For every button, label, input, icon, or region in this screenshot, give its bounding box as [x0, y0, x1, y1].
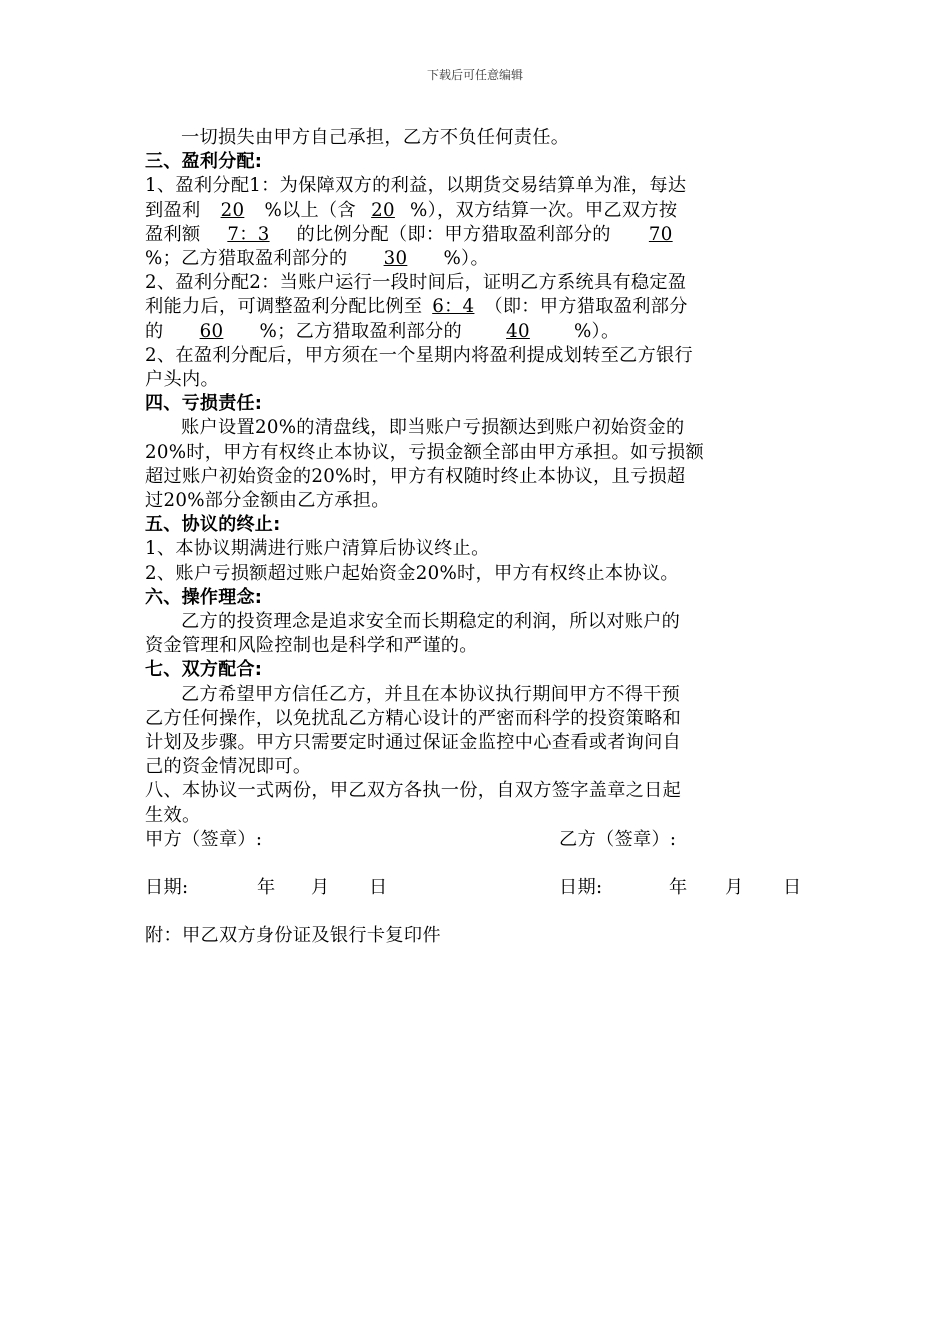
text-line	[145, 295, 813, 319]
text-line: 2、盈利分配2：当账户运行一段时间后，证明乙方系统具有稳定盈	[145, 272, 687, 294]
text-segment: %；乙方猎取盈利部分的	[145, 248, 348, 270]
text-line: 2、账户亏损额超过账户起始资金20%时，甲方有权终止本协议。	[145, 562, 679, 584]
filled-blank: 30	[383, 248, 408, 270]
filled-blank: 7：3	[227, 223, 270, 245]
date-day-a: 日	[369, 876, 388, 898]
text-line: 乙方的投资理念是追求安全而长期稳定的利润，所以对账户的	[181, 611, 681, 633]
filled-blank: 20	[220, 199, 245, 221]
text-line: 户头内。	[145, 369, 219, 391]
text-segment: %以上（含	[264, 199, 357, 221]
text-line: 过20%部分金额由乙方承担。	[145, 490, 390, 512]
text-line	[145, 199, 813, 223]
text-segment: %）。	[573, 320, 620, 342]
section-title-cooperation: 七、双方配合:	[145, 659, 263, 681]
text-line: 2、在盈利分配后，甲方须在一个星期内将盈利提成划转至乙方银行	[145, 344, 694, 366]
text-segment: 利能力后，可调整盈利分配比例至	[145, 296, 423, 318]
section-title-termination: 五、协议的终止:	[145, 514, 281, 536]
signature-row	[145, 828, 813, 852]
text-line: 资金管理和风险控制也是科学和严谨的。	[145, 635, 478, 657]
text-line: 计划及步骤。甲方只需要定时通过保证金监控中心查看或者询问自	[145, 732, 682, 754]
text-line: 生效。	[145, 804, 201, 826]
text-segment: （即：甲方猎取盈利部分	[484, 296, 688, 318]
filled-blank: 60	[199, 320, 224, 342]
date-row	[145, 876, 813, 900]
attachment-note: 附：甲乙双方身份证及银行卡复印件	[145, 924, 441, 946]
spacer	[145, 900, 813, 924]
filled-blank: 40	[506, 320, 530, 342]
text-line: 20%时，甲方有权终止本协议，亏损金额全部由甲方承担。如亏损额	[145, 441, 704, 463]
date-label-a: 日期:	[145, 876, 189, 898]
text-line: 一切损失由甲方自己承担，乙方不负任何责任。	[181, 127, 570, 148]
text-line: 己的资金情况即可。	[145, 756, 312, 778]
text-line: 1、本协议期满进行账户清算后协议终止。	[145, 538, 490, 560]
spacer	[145, 852, 813, 876]
text-line: 1、盈利分配1：为保障双方的利益，以期货交易结算单为准，每达	[145, 175, 687, 197]
text-line: 八、本协议一式两份，甲乙双方各执一份，自双方签字盖章之日起	[145, 780, 682, 802]
date-year-b: 年	[669, 876, 688, 898]
filled-blank: 6：4	[432, 296, 475, 318]
date-month-b: 月	[725, 876, 744, 898]
signature-party-a: 甲方（签章）:	[145, 828, 263, 850]
text-segment: 到盈利	[145, 199, 201, 221]
section-title-philosophy: 六、操作理念:	[145, 586, 263, 608]
text-segment: %）。	[443, 248, 489, 270]
filled-blank: 20	[371, 199, 395, 221]
document-body	[145, 126, 813, 948]
date-month-a: 月	[311, 876, 330, 898]
page-header: 下载后可任意编辑	[426, 68, 523, 82]
text-line	[145, 223, 813, 247]
section-title-profit: 三、盈利分配:	[145, 151, 263, 173]
text-segment: %；乙方猎取盈利部分的	[259, 320, 462, 342]
date-year-a: 年	[257, 876, 276, 898]
text-line: 乙方任何操作，以免扰乱乙方精心设计的严密而科学的投资策略和	[145, 707, 682, 729]
signature-party-b: 乙方（签章）:	[559, 828, 677, 850]
date-label-b: 日期:	[559, 876, 603, 898]
text-line: 乙方希望甲方信任乙方，并且在本协议执行期间甲方不得干预	[181, 683, 681, 705]
text-line	[145, 320, 813, 344]
text-line: 账户设置20%的清盘线，即当账户亏损额达到账户初始资金的	[181, 417, 685, 439]
text-segment: 的	[145, 320, 164, 342]
text-line: 超过账户初始资金的20%时，甲方有权随时终止本协议，且亏损超	[145, 465, 686, 487]
section-title-loss: 四、亏损责任:	[145, 393, 263, 415]
text-segment: 的比例分配（即：甲方猎取盈利部分的	[296, 223, 611, 245]
text-segment: 盈利额	[145, 223, 201, 245]
date-day-b: 日	[783, 876, 802, 898]
filled-blank: 70	[648, 223, 673, 245]
text-line	[145, 247, 813, 271]
text-segment: %），双方结算一次。甲乙双方按	[410, 199, 678, 221]
